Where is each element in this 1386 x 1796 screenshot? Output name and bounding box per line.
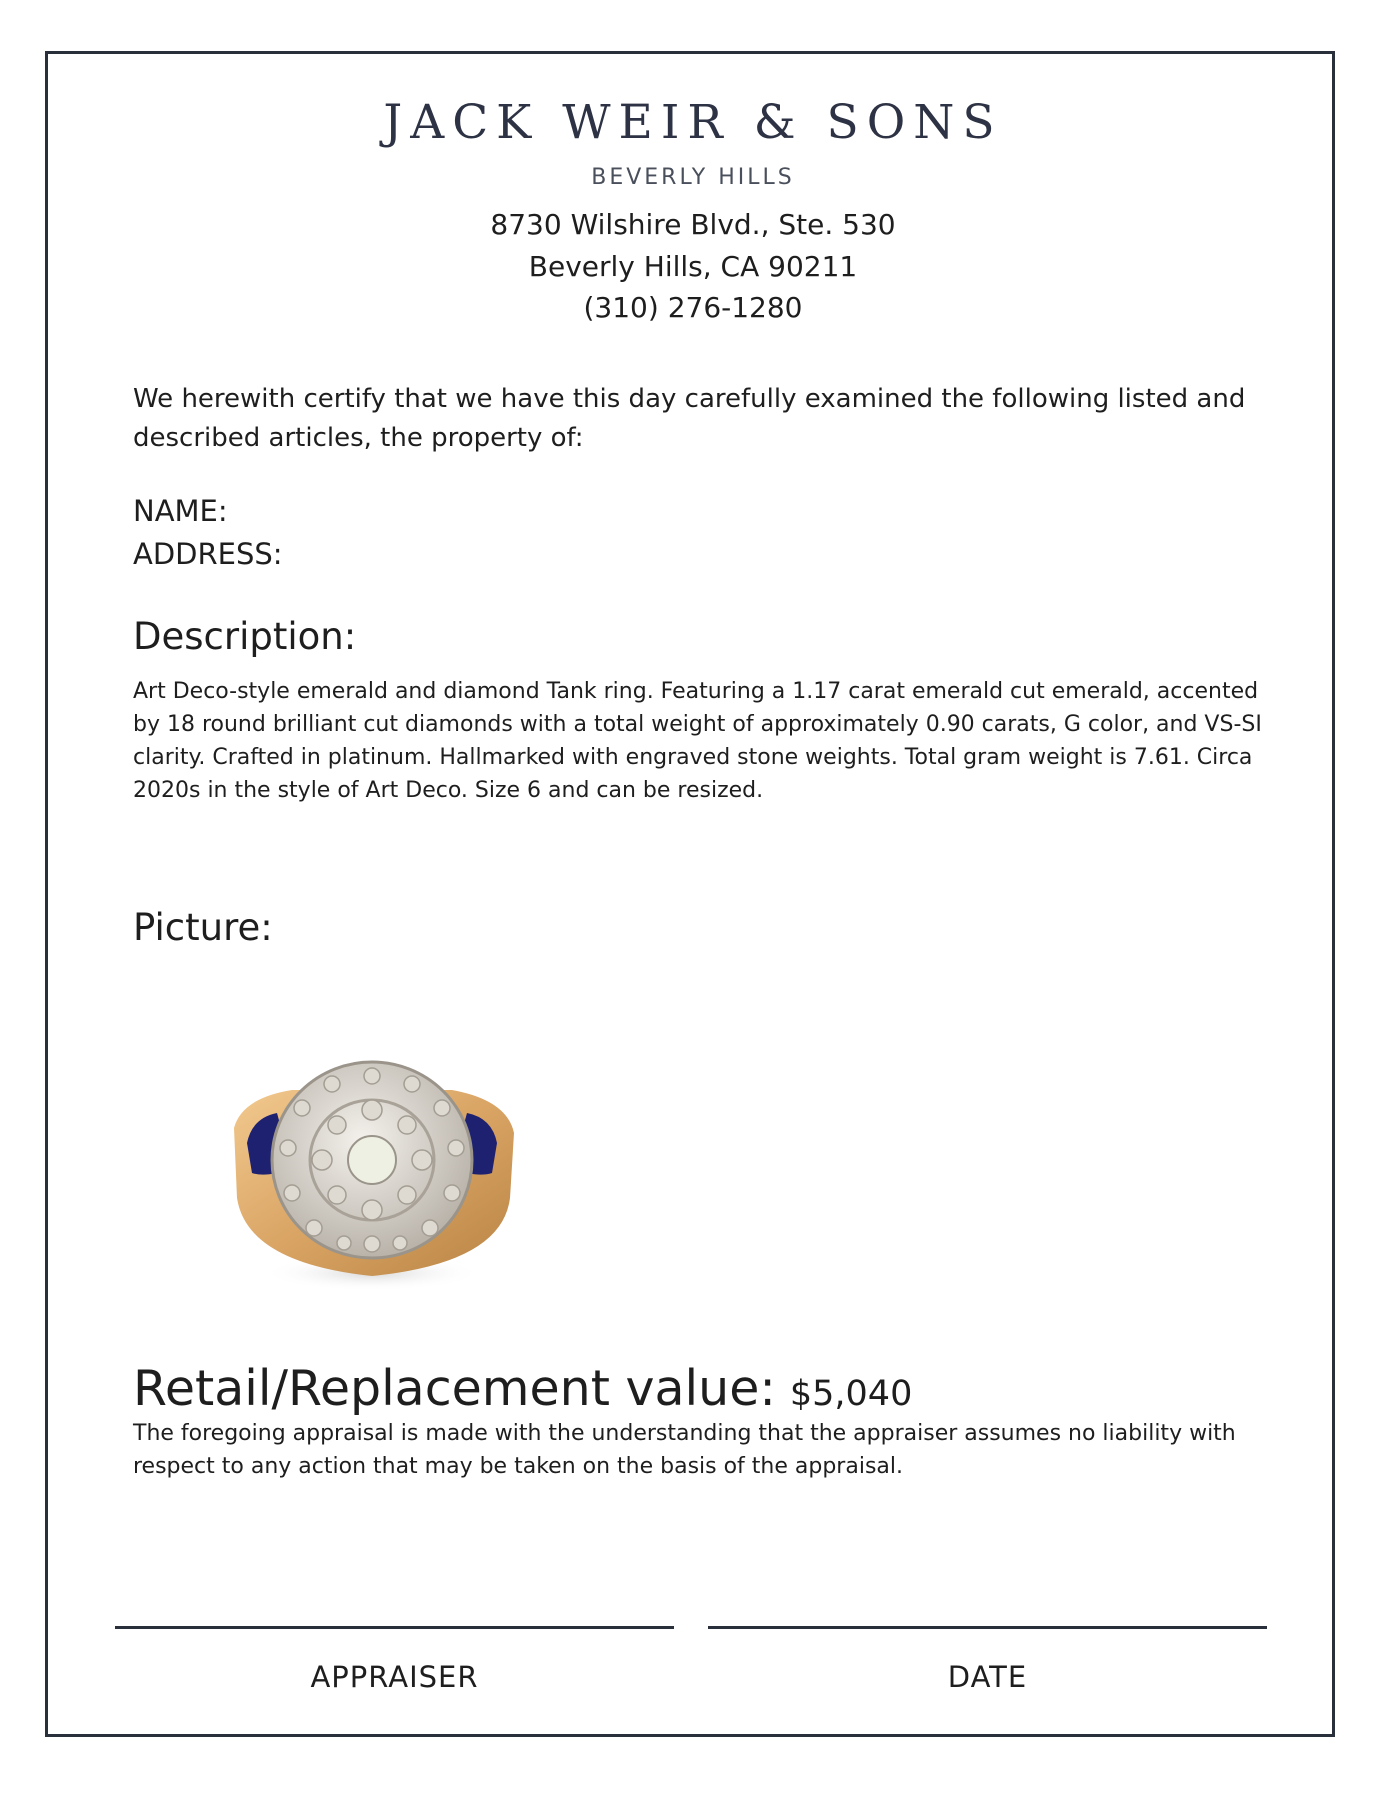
certification-text: We herewith certify that we have this day carefully examined the following listed and described articles, the property of: bbox=[133, 384, 1246, 453]
phone-number: (310) 276-1280 bbox=[583, 291, 803, 324]
brand-city: BEVERLY HILLS bbox=[591, 165, 795, 190]
value-amount: $5,040 bbox=[789, 1374, 913, 1414]
address-label: ADDRESS: bbox=[133, 537, 283, 571]
brand-name: JACK WEIR & SONS bbox=[383, 95, 1003, 150]
date-signature-line bbox=[708, 1626, 1267, 1629]
appraiser-signature-line bbox=[115, 1626, 674, 1629]
description-heading: Description: bbox=[133, 615, 357, 658]
date-label: DATE bbox=[947, 1660, 1028, 1694]
disclaimer-text: The foregoing appraisal is made with the understanding that the appraiser assumes no liability with respect to any action that may be taken on the basis of the appraisal. bbox=[133, 1421, 1236, 1479]
value-row bbox=[133, 1360, 912, 1417]
name-label: NAME: bbox=[133, 494, 228, 528]
picture-heading: Picture: bbox=[133, 906, 273, 949]
ring-photo bbox=[222, 1048, 522, 1298]
appraiser-label: APPRAISER bbox=[310, 1660, 479, 1694]
address-line-2: Beverly Hills, CA 90211 bbox=[528, 250, 858, 283]
value-label: Retail/Replacement value: bbox=[133, 1360, 776, 1417]
description-text: Art Deco-style emerald and diamond Tank ring. Featuring a 1.17 carat emerald cut emerald, accented by 18 round brilliant cut diamonds with a total weight of approximately 0.90 carats, G color, and VS-SI clarity. Crafted in platinum. Hallmarked with engraved stone weights. Total gram weight is 7.61. Circa 2020s in the style of Art Deco. Size 6 and can be resized. bbox=[133, 679, 1262, 803]
address-line-1: 8730 Wilshire Blvd., Ste. 530 bbox=[490, 208, 896, 241]
